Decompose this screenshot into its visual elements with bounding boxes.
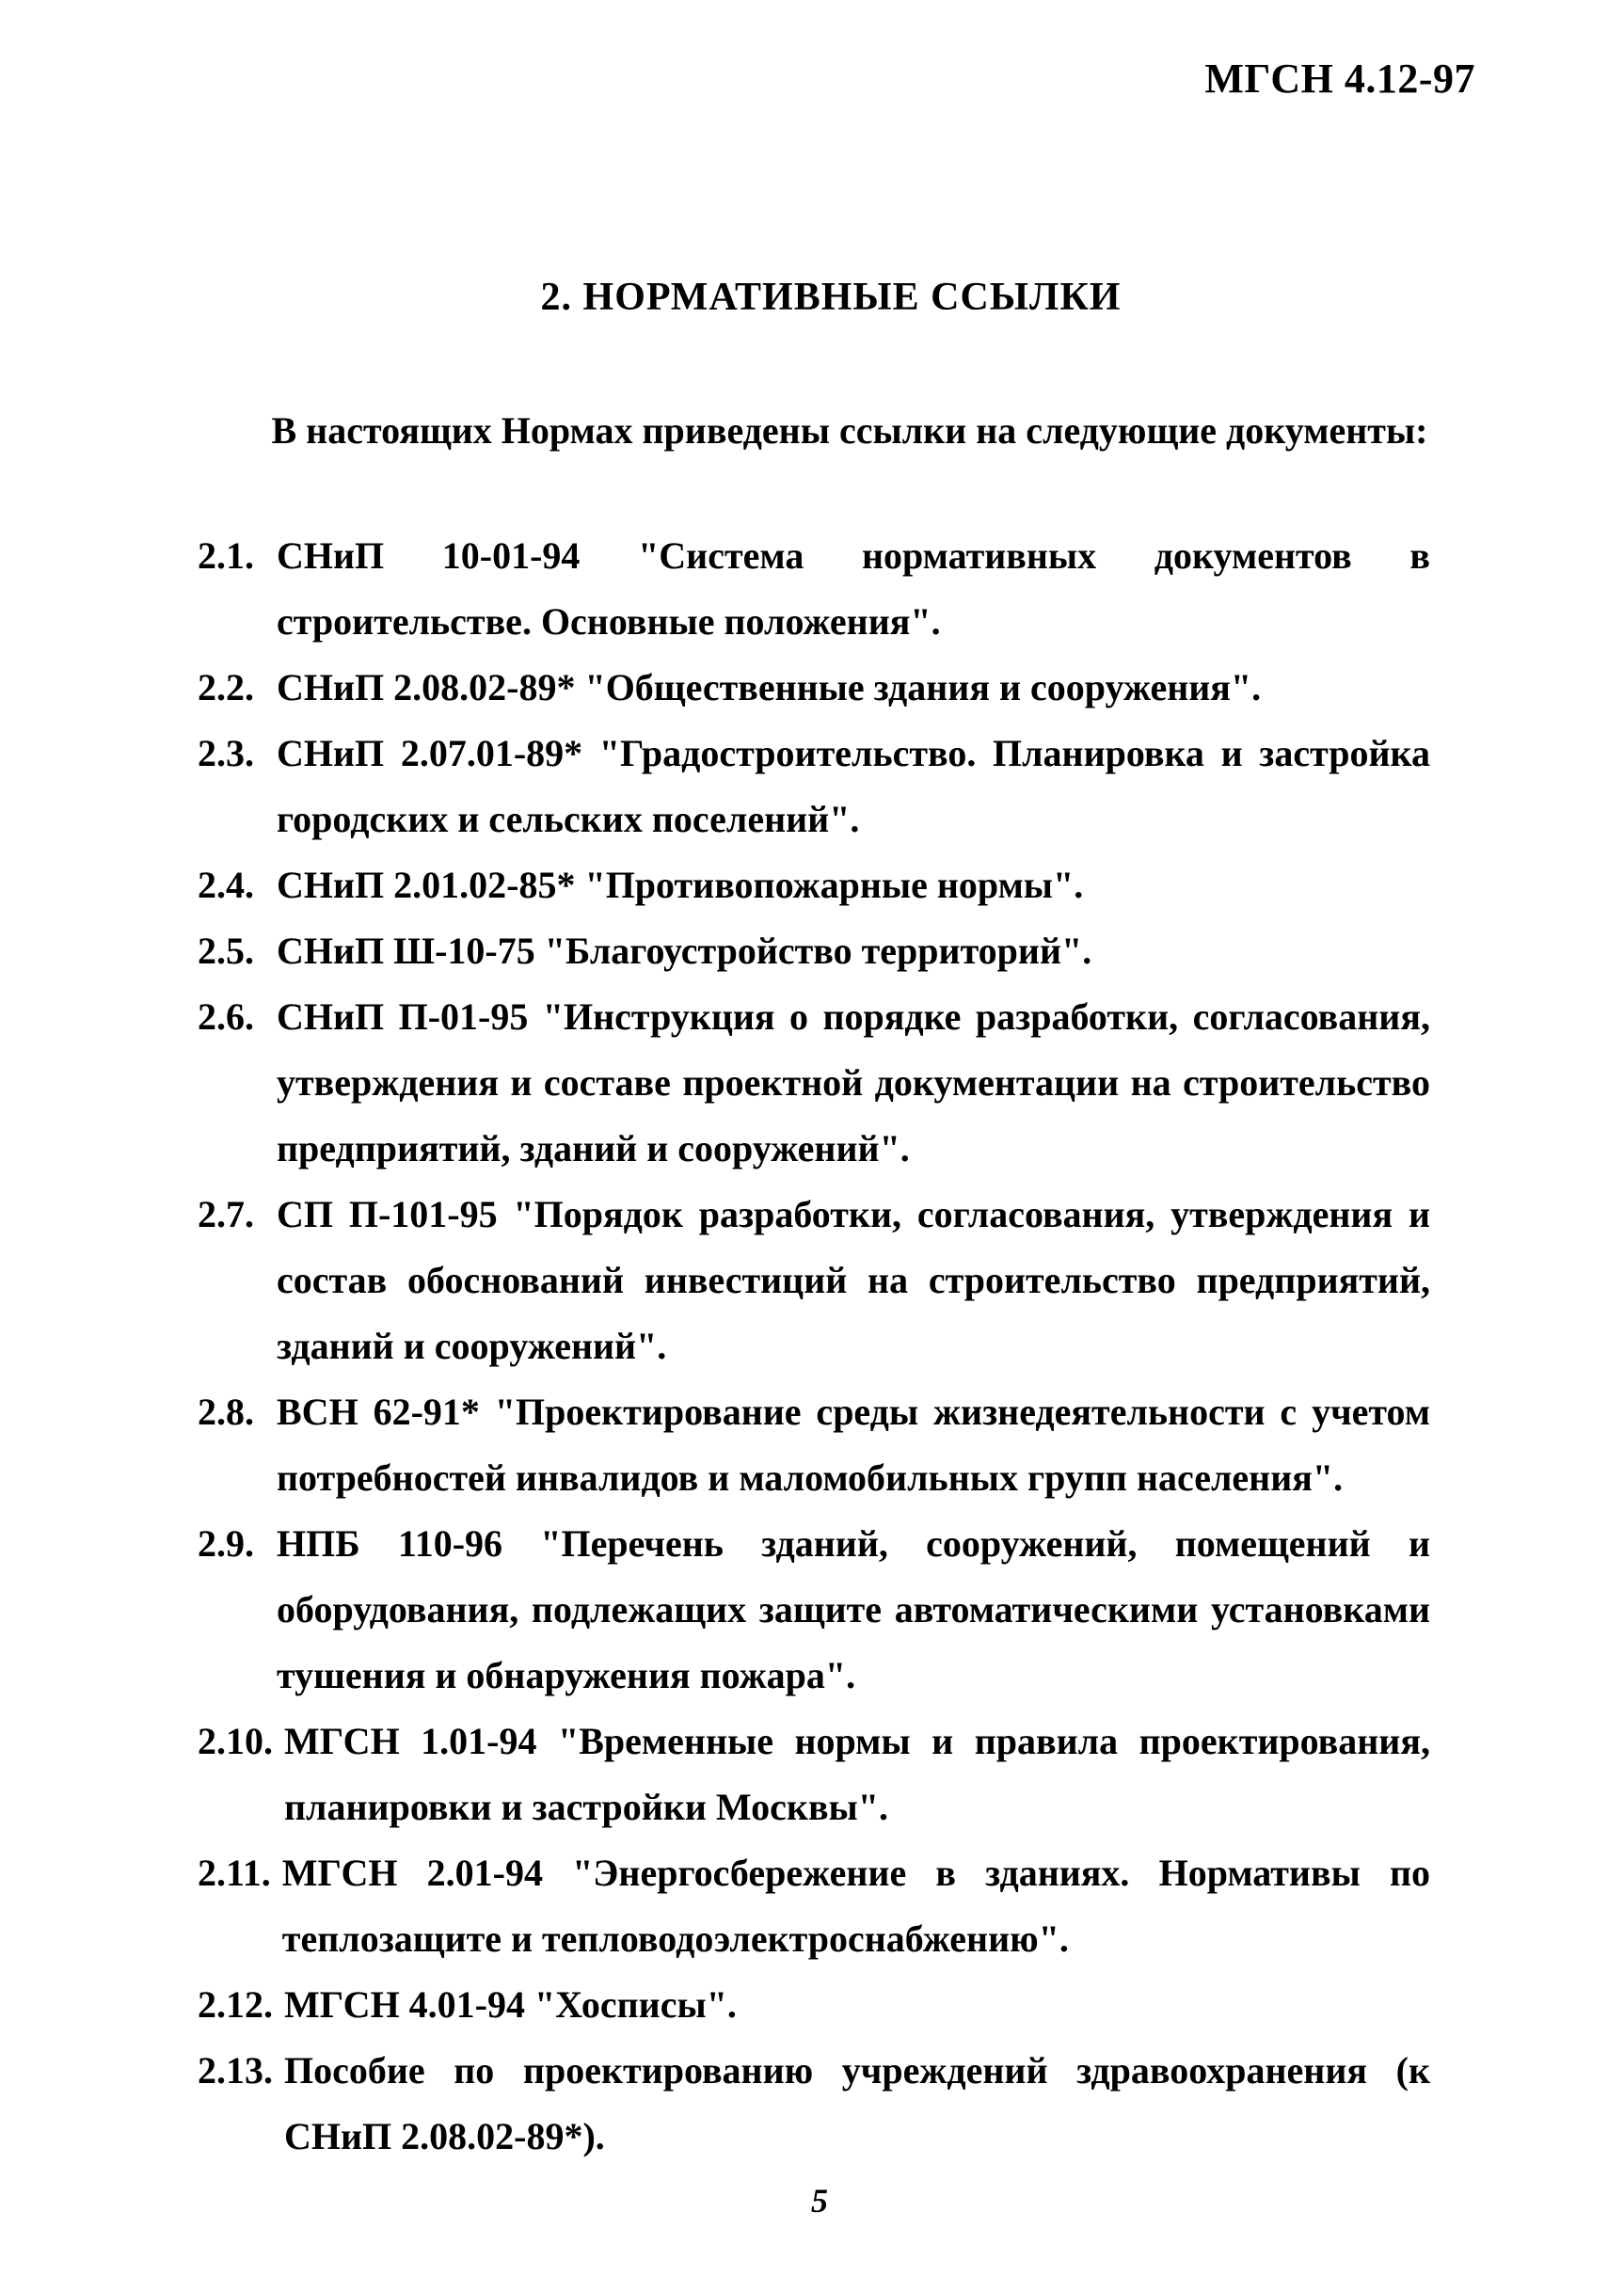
reference-text: СНиП 10-01-94 "Система нормативных документов в строительстве. Основные положения". [277,534,1430,643]
reference-text: СП П-101-95 "Порядок разработки, согласования, утверждения и состав обоснований инвестиций на строительство предприятий, зданий и сооружений". [277,1193,1430,1367]
references-list [198,523,1430,2170]
reference-number: 2.7. [198,1193,254,1235]
reference-item [198,655,1430,721]
reference-text: СНиП 2.07.01-89* "Градостроительство. Планировка и застройка городских и сельских поселений". [277,732,1430,840]
reference-item [198,2038,1430,2170]
reference-text: СНиП Ш-10-75 "Благоустройство территорий". [277,930,1092,972]
reference-number: 2.13. [198,2049,273,2092]
reference-item [198,1840,1430,1972]
reference-text: МГСН 1.01-94 "Временные нормы и правила проектирования, планировки и застройки Москвы". [284,1720,1430,1828]
page-number: 5 [811,2182,828,2219]
reference-item [198,1972,1430,2038]
reference-number: 2.5. [198,930,254,972]
reference-text: НПБ 110-96 "Перечень зданий, сооружений, помещений и оборудования, подлежащих защите автоматическими установками тушения и обнаружения пожара". [277,1522,1430,1696]
reference-number: 2.6. [198,995,254,1038]
section-intro: В настоящих Нормах приведены ссылки на следующие документы: [271,409,1428,452]
reference-item [198,852,1430,918]
reference-item [198,1709,1430,1840]
reference-text: МГСН 4.01-94 "Хосписы". [284,1983,737,2026]
reference-number: 2.8. [198,1391,254,1433]
reference-item [198,1511,1430,1709]
reference-number: 2.2. [198,666,254,708]
reference-item [198,523,1430,655]
reference-text: Пособие по проектированию учреждений здравоохранения (к СНиП 2.08.02-89*). [284,2049,1430,2157]
reference-number: 2.11. [198,1852,271,1894]
reference-text: СНиП 2.01.02-85* "Противопожарные нормы". [277,864,1084,906]
reference-number: 2.1. [198,534,254,577]
document-code: МГСН 4.12-97 [1204,56,1475,102]
reference-number: 2.10. [198,1720,273,1762]
reference-text: СНиП 2.08.02-89* "Общественные здания и сооружения". [277,666,1262,708]
reference-number: 2.4. [198,864,254,906]
reference-item [198,984,1430,1182]
reference-item [198,721,1430,852]
section-title: 2. НОРМАТИВНЫЕ ССЫЛКИ [540,276,1122,319]
reference-item [198,1379,1430,1511]
reference-text: СНиП П-01-95 "Инструкция о порядке разработки, согласования, утверждения и составе проектной документации на строительство предприятий, зданий и сооружений". [277,995,1430,1169]
reference-number: 2.12. [198,1983,273,2026]
reference-item [198,1182,1430,1379]
reference-text: ВСН 62-91* "Проектирование среды жизнедеятельности с учетом потребностей инвалидов и маломобильных групп населения". [277,1391,1430,1499]
reference-number: 2.3. [198,732,254,774]
reference-item [198,918,1430,984]
reference-number: 2.9. [198,1522,254,1565]
reference-text: МГСН 2.01-94 "Энергосбережение в зданиях. Нормативы по теплозащите и тепловодоэлектроснабжению". [281,1852,1430,1960]
